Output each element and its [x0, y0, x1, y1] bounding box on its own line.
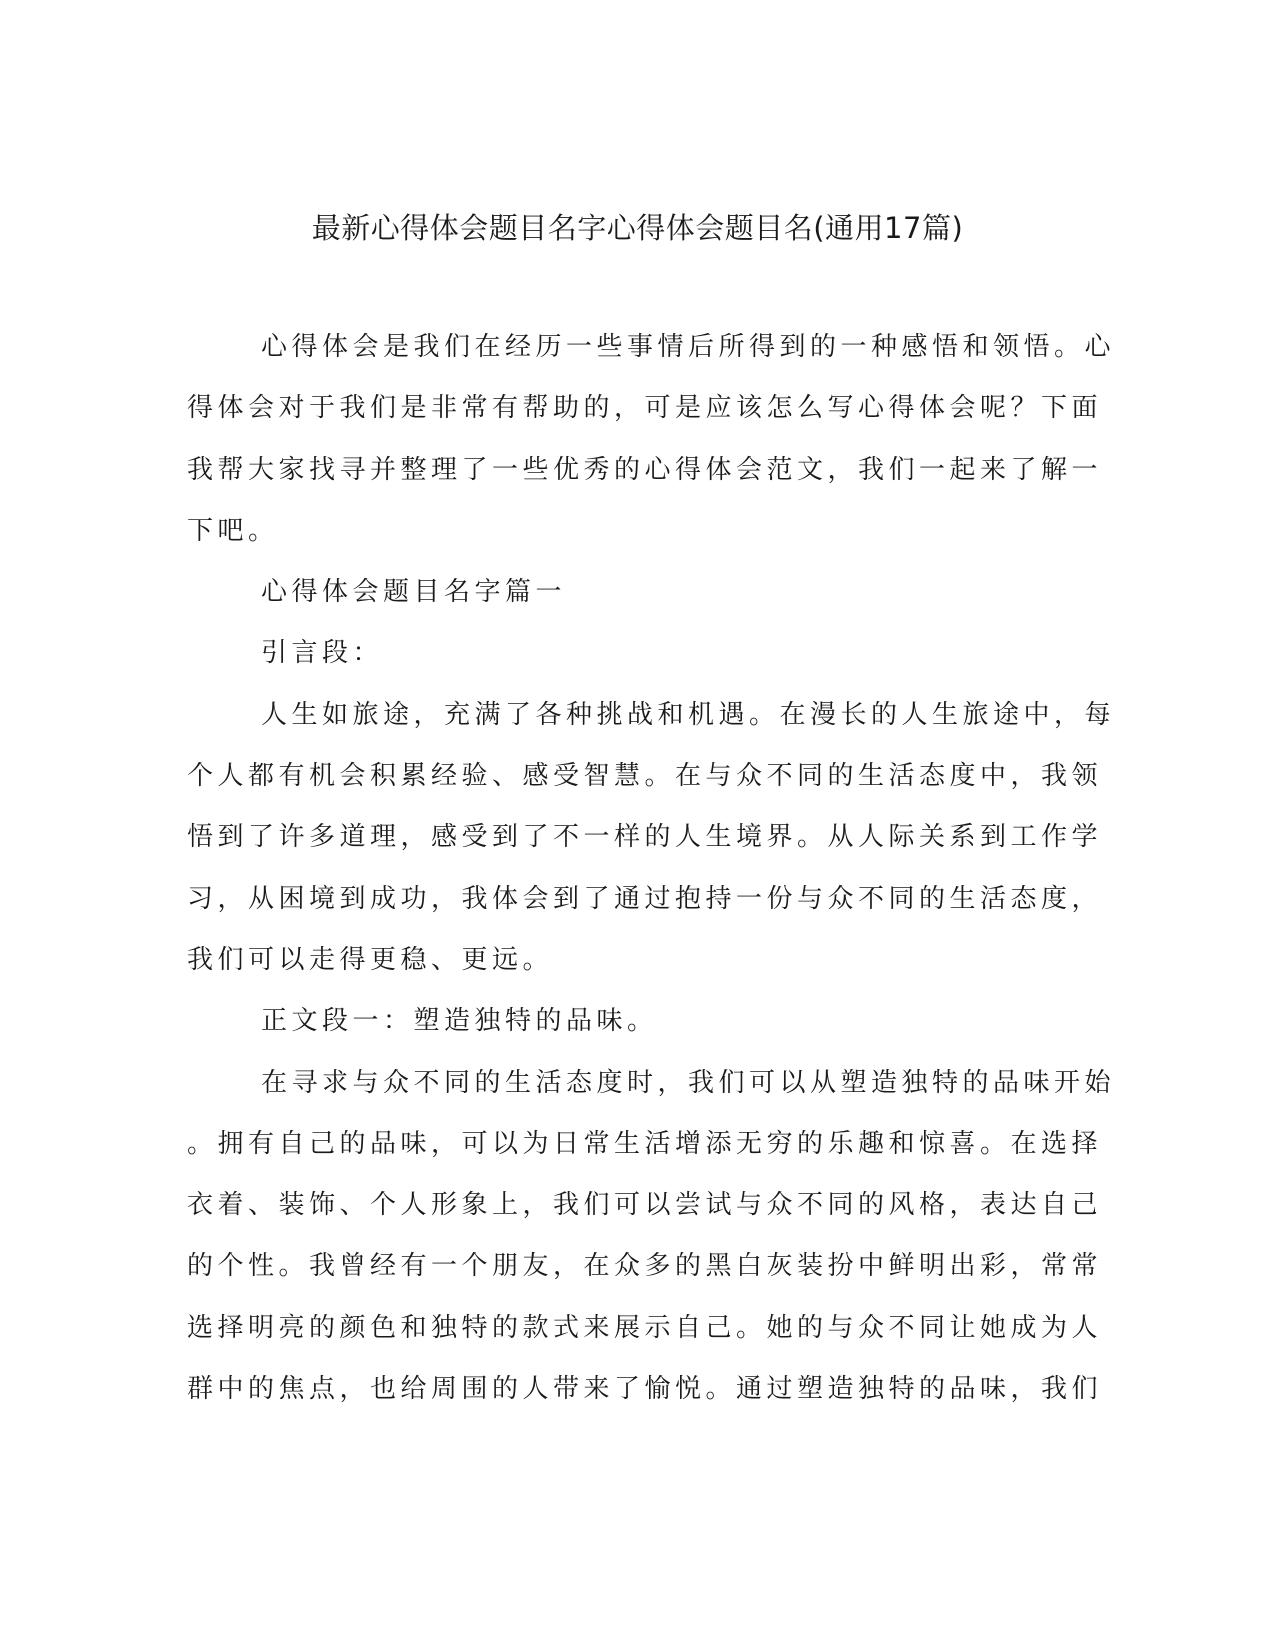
- paragraph-2-line-2: 个人都有机会积累经验、感受智慧。在与众不同的生活态度中，我领: [187, 761, 1103, 792]
- paragraph-intro-line-1: 心得体会是我们在经历一些事情后所得到的一种感悟和领悟。心: [261, 332, 1116, 362]
- paragraph-2-line-3: 悟到了许多道理，感受到了不一样的人生境界。从人际关系到工作学: [187, 822, 1103, 853]
- subheading-body-1: 正文段一：塑造独特的品味。: [261, 1006, 658, 1037]
- paragraph-3-line-5: 选择明亮的颜色和独特的款式来展示自己。她的与众不同让她成为人: [187, 1312, 1103, 1343]
- paragraph-3-line-3: 衣着、装饰、个人形象上，我们可以尝试与众不同的风格，表达自己: [187, 1190, 1103, 1221]
- paragraph-intro-line-3: 我帮大家找寻并整理了一些优秀的心得体会范文，我们一起来了解一: [187, 454, 1103, 485]
- paragraph-2-line-1: 人生如旅途，充满了各种挑战和机遇。在漫长的人生旅途中，每: [261, 699, 1116, 730]
- section-heading-1: 心得体会题目名字篇一: [261, 577, 567, 608]
- paragraph-intro-line-2: 得体会对于我们是非常有帮助的，可是应该怎么写心得体会呢？下面: [187, 393, 1103, 424]
- paragraph-intro-line-4: 下吧。: [187, 515, 279, 546]
- subheading-introduction: 引言段：: [261, 638, 384, 669]
- paragraph-3-line-2: 。拥有自己的品味，可以为日常生活增添无穷的乐趣和惊喜。在选择: [187, 1128, 1103, 1159]
- paragraph-2-line-4: 习，从困境到成功，我体会到了通过抱持一份与众不同的生活态度，: [187, 883, 1103, 914]
- paragraph-3-line-6: 群中的焦点，也给周围的人带来了愉悦。通过塑造独特的品味，我们: [187, 1374, 1103, 1405]
- paragraph-3-line-4: 的个性。我曾经有一个朋友，在众多的黑白灰装扮中鲜明出彩，常常: [187, 1251, 1103, 1282]
- paragraph-2-line-5: 我们可以走得更稳、更远。: [187, 944, 554, 975]
- document-title: 最新心得体会题目名字心得体会题目名(通用17篇): [311, 211, 964, 245]
- paragraph-3-line-1: 在寻求与众不同的生活态度时，我们可以从塑造独特的品味开始: [261, 1067, 1116, 1098]
- document-body: [187, 327, 1116, 1430]
